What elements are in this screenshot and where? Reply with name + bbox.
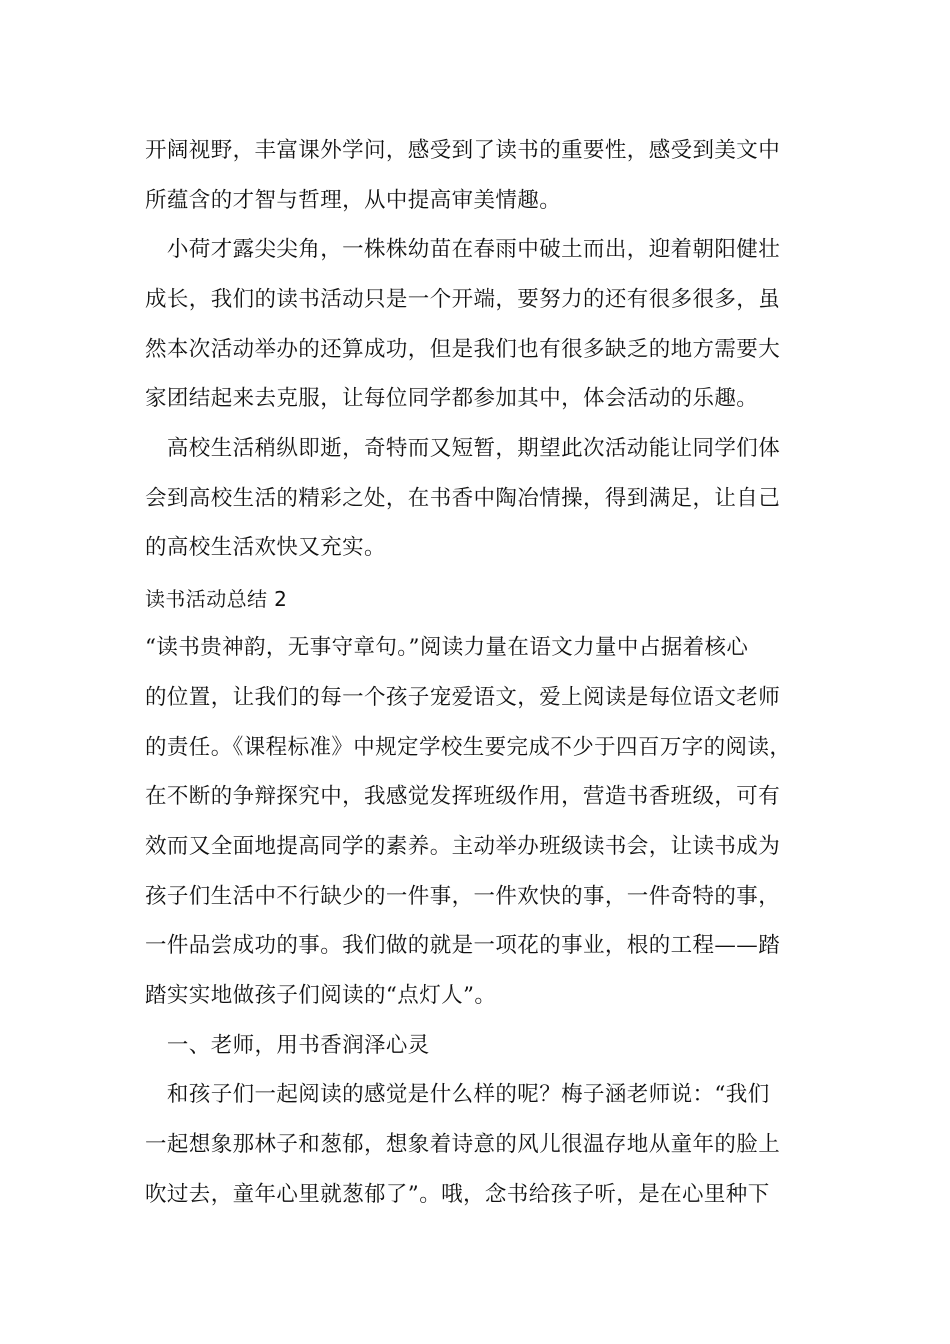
text-line: 和孩子们一起阅读的感觉是什么样的呢？梅子涵老师说：“我们 <box>145 1082 770 1107</box>
text-line: 效而又全面地提高同学的素养。主动举办班级读书会，让读书成为 <box>145 834 781 859</box>
text-line: 在不断的争辩探究中，我感觉发挥班级作用，营造书香班级，可有 <box>145 784 781 809</box>
text-line: 一件品尝成功的事。我们做的就是一项花的事业，根的工程——踏 <box>145 933 781 958</box>
text-line: 会到高校生活的精彩之处，在书香中陶冶情操，得到满足，让自己 <box>145 486 781 511</box>
text-line: 小荷才露尖尖角，一株株幼苗在春雨中破土而出，迎着朝阳健壮 <box>145 237 781 262</box>
section-heading: 读书活动总结 2 <box>145 587 288 611</box>
text-line: 高校生活稍纵即逝，奇特而又短暂，期望此次活动能让同学们体 <box>145 436 781 461</box>
text-line: 吹过去，童年心里就葱郁了”。哦，念书给孩子听，是在心里种下 <box>145 1182 770 1207</box>
text-line: 家团结起来去克服，让每位同学都参加其中，体会活动的乐趣。 <box>145 386 759 411</box>
text-line: 成长，我们的读书活动只是一个开端，要努力的还有很多很多，虽 <box>145 287 781 312</box>
text-line: 所蕴含的才智与哲理，从中提高审美情趣。 <box>145 188 562 213</box>
text-line: 开阔视野，丰富课外学问，感受到了读书的重要性，感受到美文中 <box>145 138 781 163</box>
text-line: “读书贵神韵，无事守章句。”阅读力量在语文力量中占据着核心 <box>145 635 749 660</box>
subheading: 一、老师，用书香润泽心灵 <box>145 1033 430 1058</box>
text-line: 孩子们生活中不行缺少的一件事，一件欢快的事，一件奇特的事， <box>145 884 781 909</box>
text-line: 一起想象那林子和葱郁，想象着诗意的风儿很温存地从童年的脸上 <box>145 1132 781 1157</box>
text-line: 踏实实地做孩子们阅读的“点灯人”。 <box>145 983 497 1008</box>
text-line: 的高校生活欢快又充实。 <box>145 535 386 560</box>
text-line: 的责任。《课程标准》中规定学校生要完成不少于四百万字的阅读， <box>145 735 792 760</box>
text-line: 然本次活动举办的还算成功，但是我们也有很多缺乏的地方需要大 <box>145 337 781 362</box>
text-line: 的位置，让我们的每一个孩子宠爱语文，爱上阅读是每位语文老师 <box>145 685 781 710</box>
